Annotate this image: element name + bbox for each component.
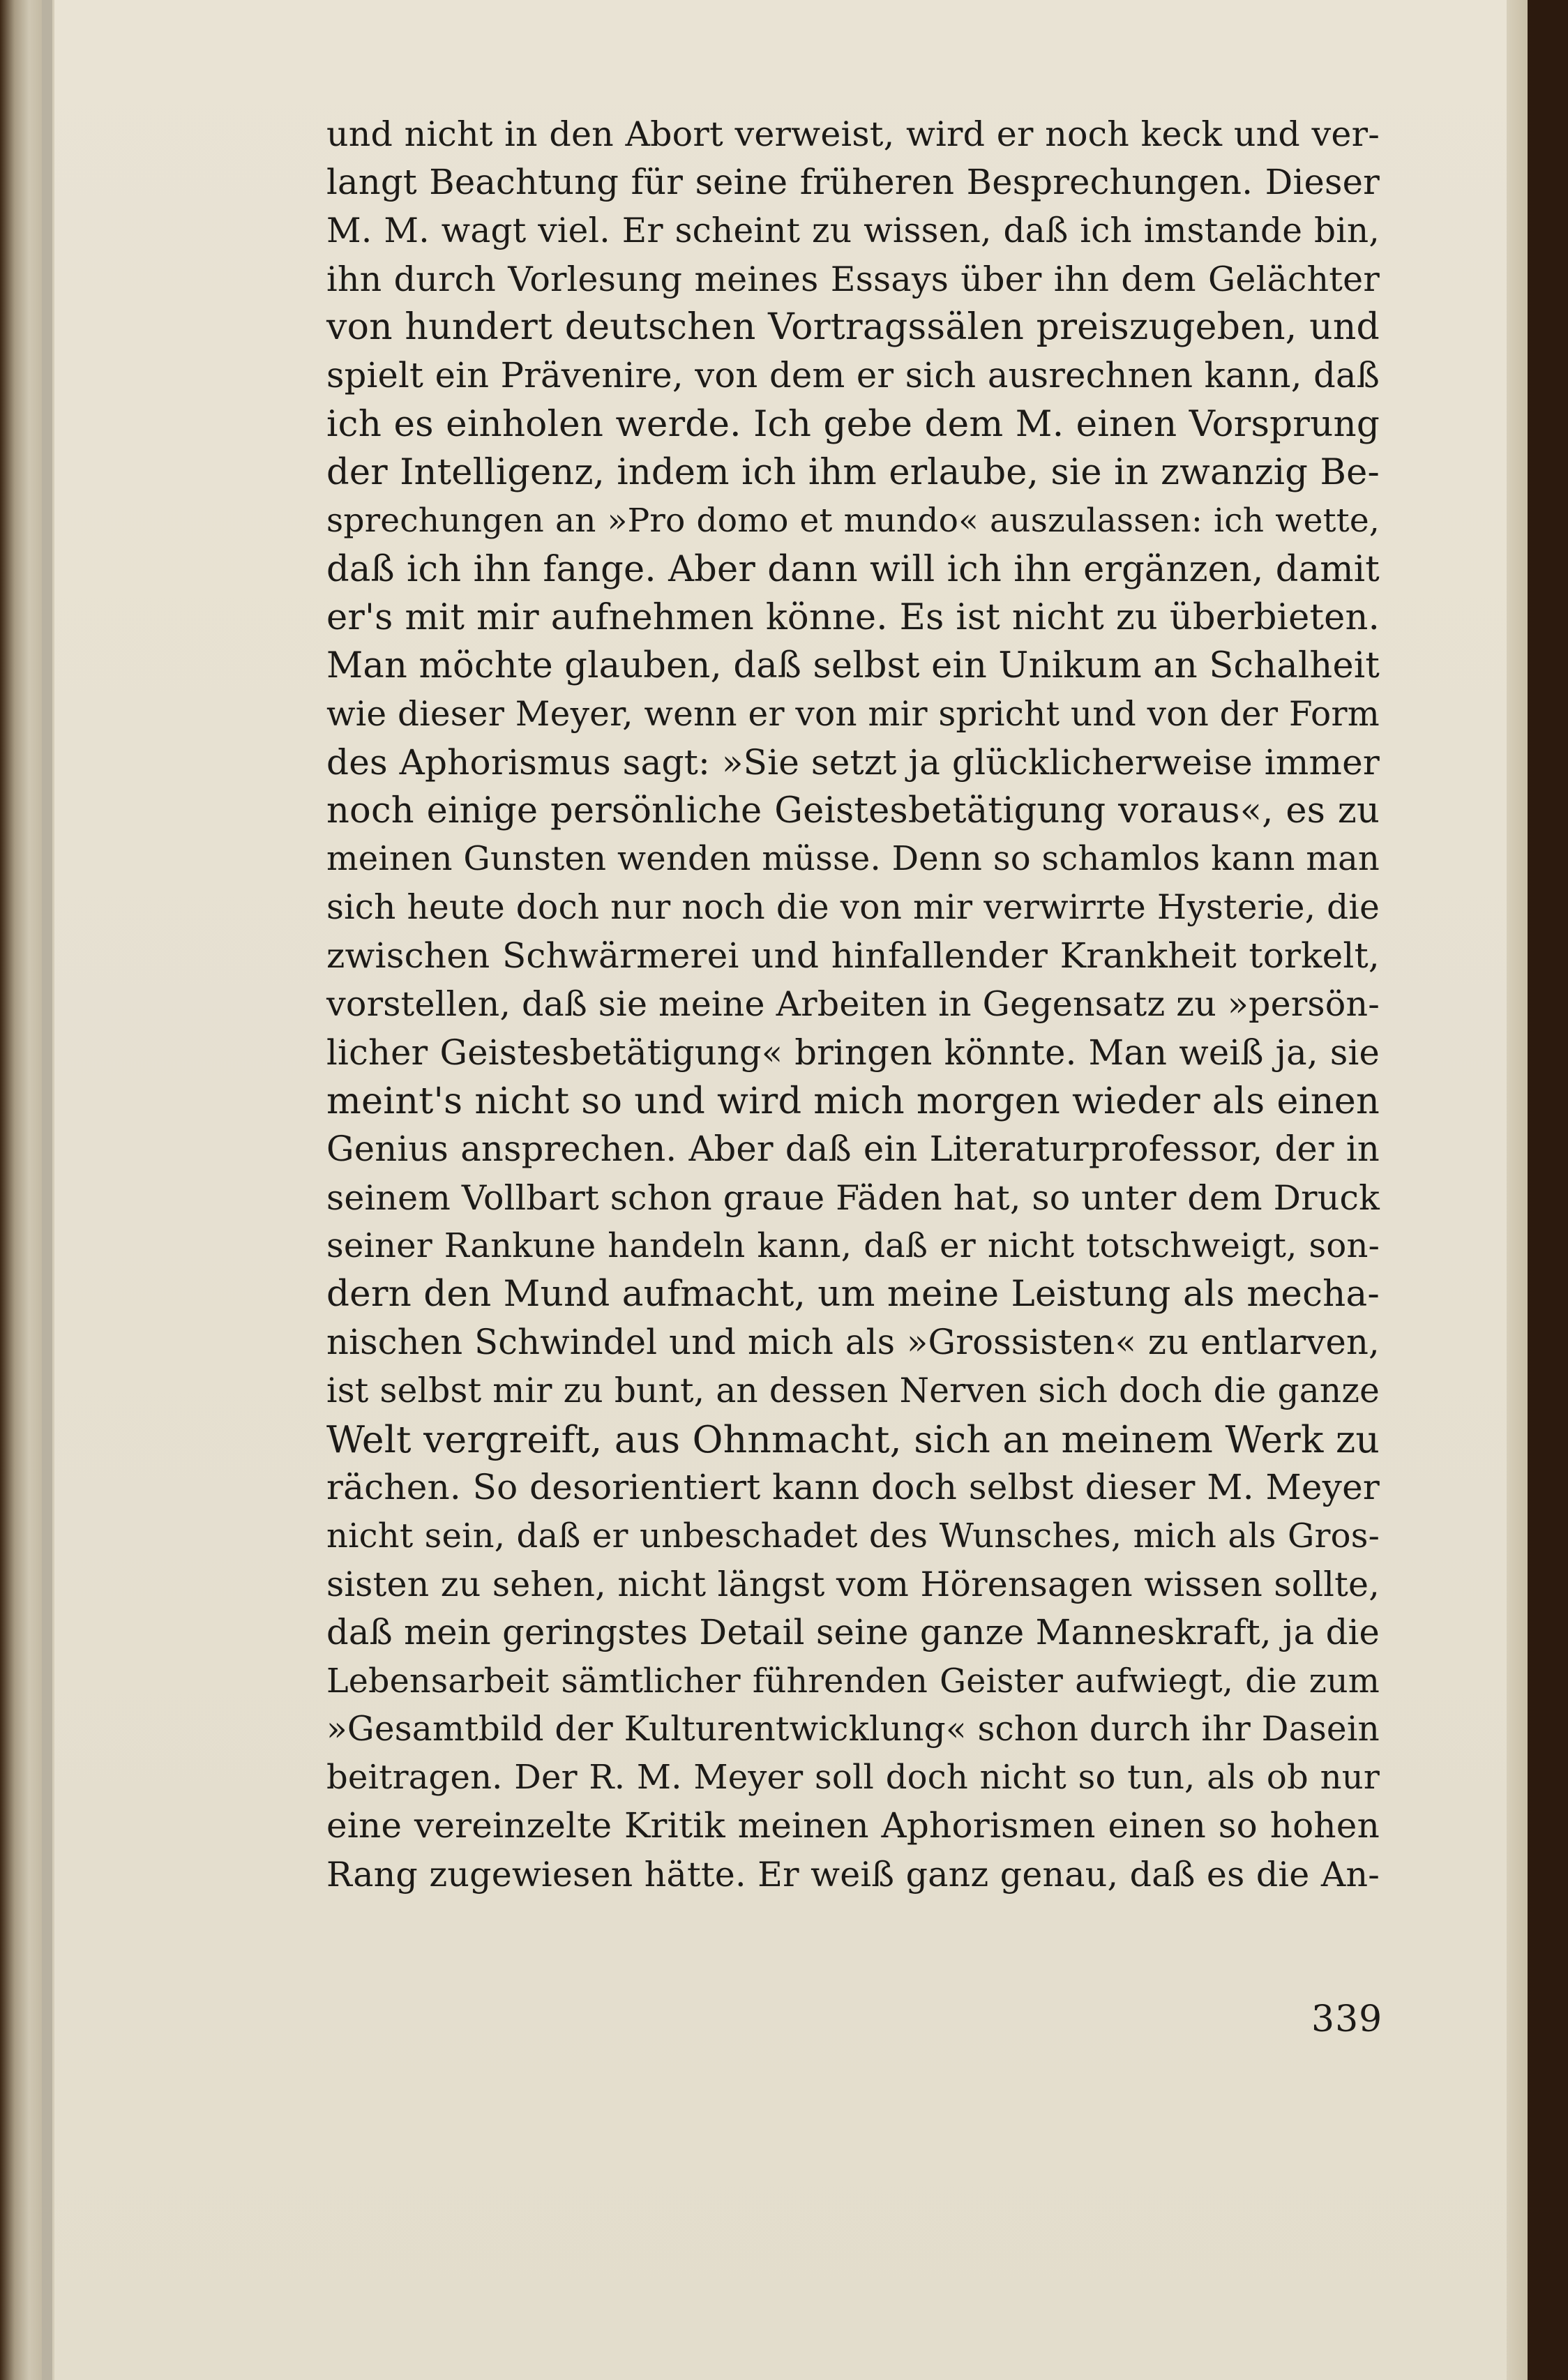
text-line: des Aphorismus sagt: »Sie setzt ja glücklicherweise immer (326, 741, 1380, 783)
text-line: sisten zu sehen, nicht längst vom Hörensagen wissen sollte, (326, 1564, 1380, 1604)
text-line: meint's nicht so und wird mich morgen wieder als einen (326, 1079, 1380, 1122)
text-line: nischen Schwindel und mich als »Grossisten« zu entlarven, (326, 1322, 1380, 1363)
text-line: sprechungen an »Pro domo et mundo« auszulassen: ich wette, (326, 502, 1380, 541)
text-line: sich heute doch nur noch die von mir verwirrte Hysterie, die (326, 887, 1380, 927)
text-line: Rang zugewiesen hätte. Er weiß ganz genau, daß es die An- (326, 1854, 1380, 1895)
text-line: zwischen Schwärmerei und hinfallender Krankheit torkelt, (326, 935, 1380, 977)
text-line: M. M. wagt viel. Er scheint zu wissen, daß ich imstande bin, (326, 211, 1380, 250)
text-line: der Intelligenz, indem ich ihm erlaube, sie in zwanzig Be- (326, 452, 1380, 494)
text-line: seiner Rankune handeln kann, daß er nicht totschweigt, son- (326, 1226, 1380, 1265)
text-line: ihn durch Vorlesung meines Essays über ihn dem Gelächter (326, 259, 1380, 299)
text-line: nicht sein, daß er unbeschadet des Wunsches, mich als Gros- (326, 1516, 1380, 1556)
text-line: spielt ein Prävenire, von dem er sich ausrechnen kann, daß (326, 355, 1380, 396)
text-line: von hundert deutschen Vortragssälen preiszugeben, und (326, 306, 1380, 349)
text-line: und nicht in den Abort verweist, wird er noch keck und ver- (326, 114, 1380, 154)
text-line: meinen Gunsten wenden müsse. Denn so schamlos kann man (326, 839, 1380, 879)
text-line: Welt vergreift, aus Ohnmacht, sich an meinem Werk zu (326, 1417, 1380, 1462)
text-line: daß ich ihn fange. Aber dann will ich ihn ergänzen, damit (326, 548, 1380, 590)
text-line: er's mit mir aufnehmen könne. Es ist nicht zu überbieten. (326, 596, 1380, 638)
text-line: eine vereinzelte Kritik meinen Aphorismen einen so hohen (326, 1805, 1380, 1846)
text-line: seinem Vollbart schon graue Fäden hat, so unter dem Druck (326, 1177, 1380, 1218)
text-line: Genius ansprechen. Aber daß ein Literaturprofessor, der in (326, 1129, 1380, 1170)
text-line: noch einige persönliche Geistesbetätigung voraus«, es zu (326, 790, 1380, 832)
text-line: langt Beachtung für seine früheren Besprechungen. Dieser (326, 162, 1380, 203)
text-line: beitragen. Der R. M. Meyer soll doch nicht so tun, als ob nur (326, 1758, 1380, 1798)
text-line: »Gesamtbild der Kulturentwicklung« schon durch ihr Dasein (326, 1709, 1380, 1749)
text-line: ich es einholen werde. Ich gebe dem M. einen Vorsprung (326, 402, 1380, 445)
text-line: rächen. So desorientiert kann doch selbst dieser M. Meyer (326, 1467, 1380, 1508)
text-line: Lebensarbeit sämtlicher führenden Geister aufwiegt, die zum (326, 1662, 1380, 1701)
text-line: dern den Mund aufmacht, um meine Leistung als mecha- (326, 1273, 1380, 1316)
page-right-edge (1507, 0, 1528, 2380)
text-line: ist selbst mir zu bunt, an dessen Nerven sich doch die ganze (326, 1371, 1380, 1410)
body-text (326, 110, 1380, 1899)
text-line: Man möchte glauben, daß selbst ein Unikum an Schalheit (326, 645, 1380, 687)
text-line: vorstellen, daß sie meine Arbeiten in Gegensatz zu »persön- (326, 984, 1380, 1025)
page-number: 339 (1311, 1998, 1383, 2040)
text-line: licher Geistesbetätigung« bringen könnte. Man weiß ja, sie (326, 1032, 1380, 1073)
text-line: wie dieser Meyer, wenn er von mir spricht und von der Form (326, 694, 1380, 734)
text-line: daß mein geringstes Detail seine ganze Manneskraft, ja die (326, 1612, 1380, 1653)
